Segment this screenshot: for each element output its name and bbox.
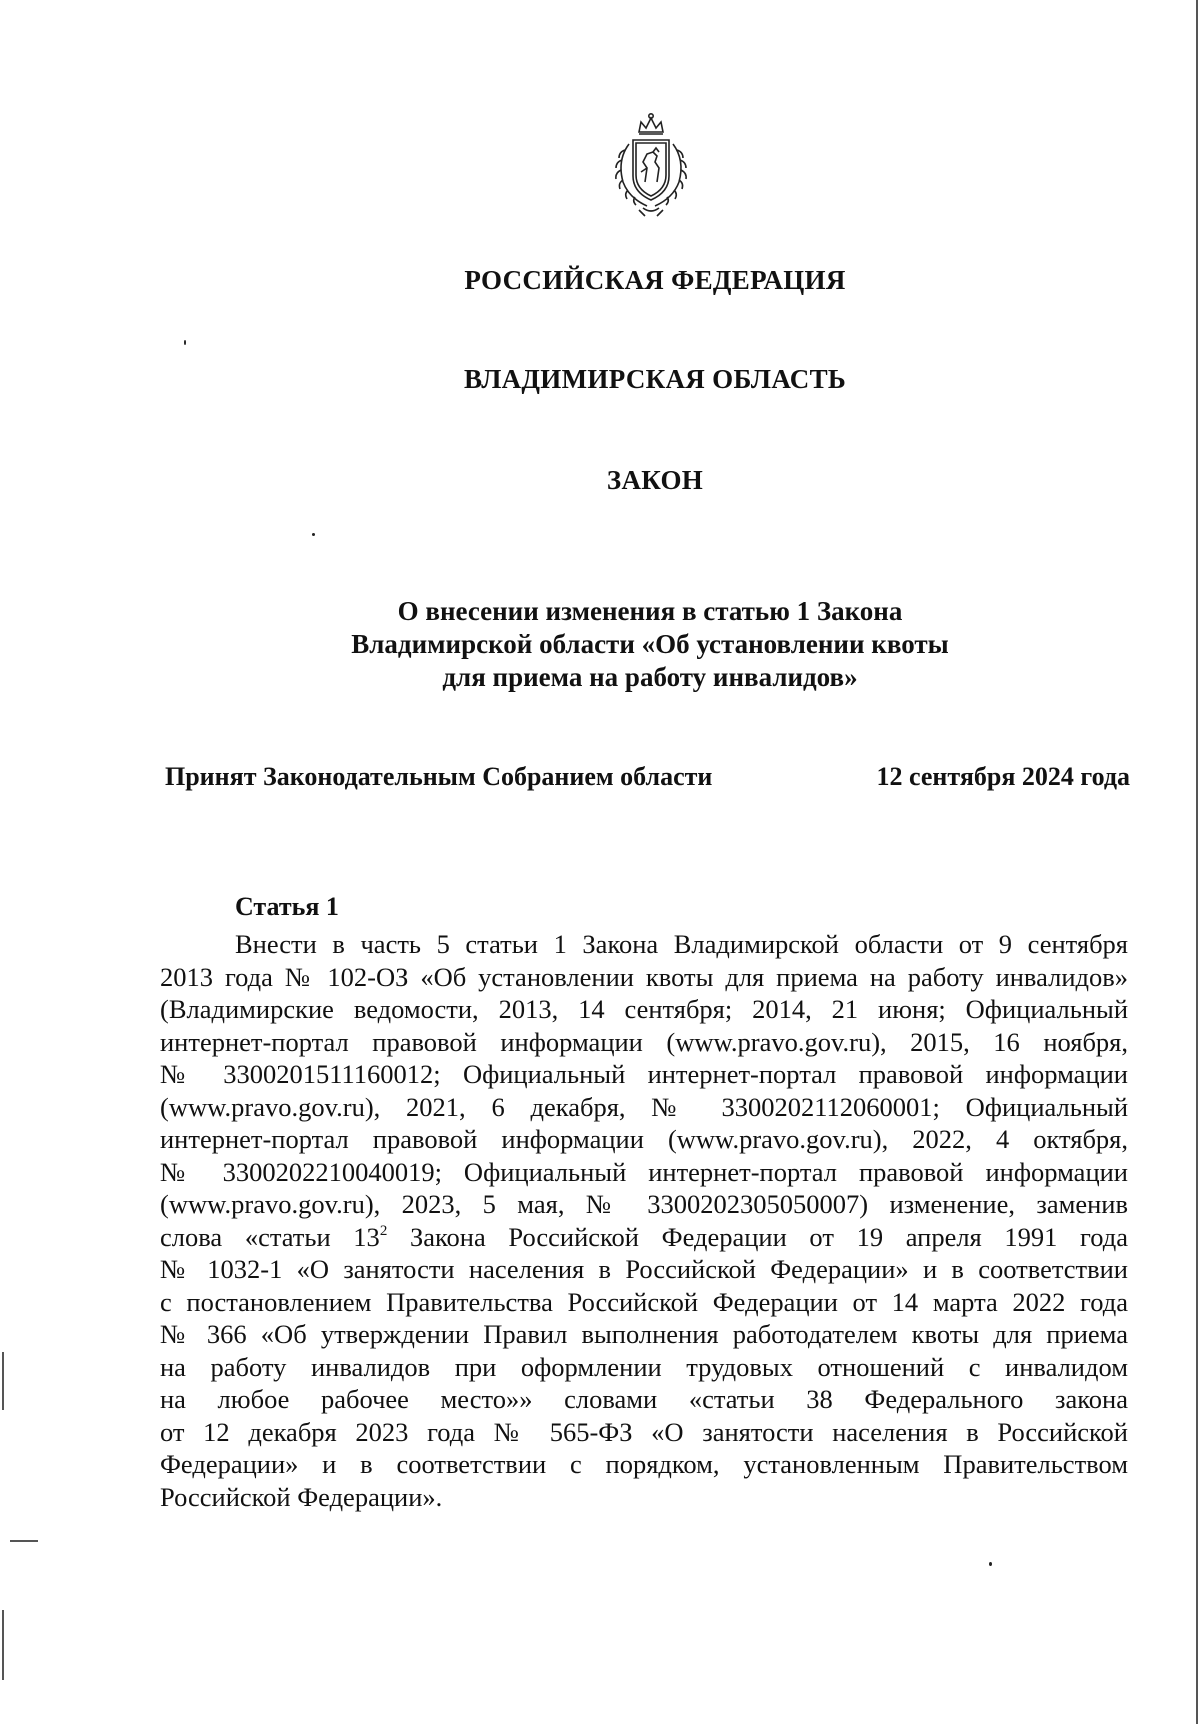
article-line: от 12 декабря 2023 года № 565-ФЗ «О занятости населения в Российской — [160, 1416, 1128, 1447]
article-line: Внести в часть 5 статьи 1 Закона Владимирской области от 9 сентября — [235, 929, 1128, 959]
document-type-heading: ЗАКОН — [606, 465, 704, 495]
country-heading: РОССИЙСКАЯ ФЕДЕРАЦИЯ — [464, 265, 846, 295]
article-line-part: слова «статьи 13 — [160, 1221, 380, 1252]
article-text — [160, 928, 1128, 1513]
region-heading: ВЛАДИМИРСКАЯ ОБЛАСТЬ — [463, 364, 847, 394]
scan-edge-mark — [2, 1352, 4, 1410]
article-line: интернет-портал правовой информации (www.pravo.gov.ru), 2015, 16 ноября, — [160, 1026, 1128, 1057]
law-title-line: для приема на работу инвалидов» — [442, 662, 858, 692]
scan-edge-mark — [2, 1610, 4, 1680]
coat-of-arms-emblem — [603, 110, 699, 220]
article-line: 2013 года № 102-ОЗ «Об установлении квоты для приема на работу инвалидов» — [160, 961, 1128, 992]
superscript-number: 2 — [379, 1222, 388, 1239]
article-line: (www.pravo.gov.ru), 2021, 6 декабря, № 3300202112060001; Официальный — [160, 1091, 1128, 1122]
article-line: (Владимирские ведомости, 2013, 14 сентября; 2014, 21 июня; Официальный — [160, 994, 1128, 1024]
article-line: с постановлением Правительства Российской Федерации от 14 марта 2022 года — [160, 1286, 1128, 1317]
adoption-line — [165, 762, 1130, 792]
article-line: № 3300201511160012; Официальный интернет-портал правовой информации — [160, 1059, 1128, 1089]
article-line — [160, 1221, 1128, 1254]
scan-speck — [184, 340, 186, 345]
article-line: Федерации» и в соответствии с порядком, установленным Правительством — [160, 1449, 1128, 1479]
article-line: Российской Федерации». — [160, 1481, 443, 1512]
article-line: на работу инвалидов при оформлении трудовых отношений с инвалидом — [160, 1351, 1128, 1382]
article-line: № 366 «Об утверждении Правил выполнения работодателем квоты для приема — [160, 1319, 1128, 1349]
article-line: № 1032-1 «О занятости населения в Российской Федерации» и в соответствии — [160, 1254, 1128, 1284]
scan-edge-mark — [1196, 0, 1198, 1724]
law-title-line: О внесении изменения в статью 1 Закона — [397, 596, 903, 626]
article-line-part: Закона Российской Федерации от 19 апреля 1991 года — [409, 1221, 1128, 1252]
scan-speck — [312, 533, 315, 536]
adoption-date: 12 сентября 2024 года — [876, 762, 1130, 791]
article-line: (www.pravo.gov.ru), 2023, 5 мая, № 3300202305050007) изменение, заменив — [160, 1189, 1128, 1219]
article-line: на любое рабочее место»» словами «статьи 38 Федерального закона — [160, 1384, 1128, 1414]
adopting-body: Принят Законодательным Собранием области — [165, 762, 713, 791]
law-title-line: Владимирской области «Об установлении квоты — [351, 629, 949, 659]
law-title — [230, 595, 1070, 694]
scan-edge-mark — [10, 1540, 38, 1542]
article-line: № 3300202210040019; Официальный интернет-портал правовой информации — [160, 1156, 1128, 1187]
article-line: интернет-портал правовой информации (www.pravo.gov.ru), 2022, 4 октября, — [160, 1124, 1128, 1154]
scan-speck — [989, 1562, 992, 1566]
article-heading: Статья 1 — [235, 892, 339, 921]
